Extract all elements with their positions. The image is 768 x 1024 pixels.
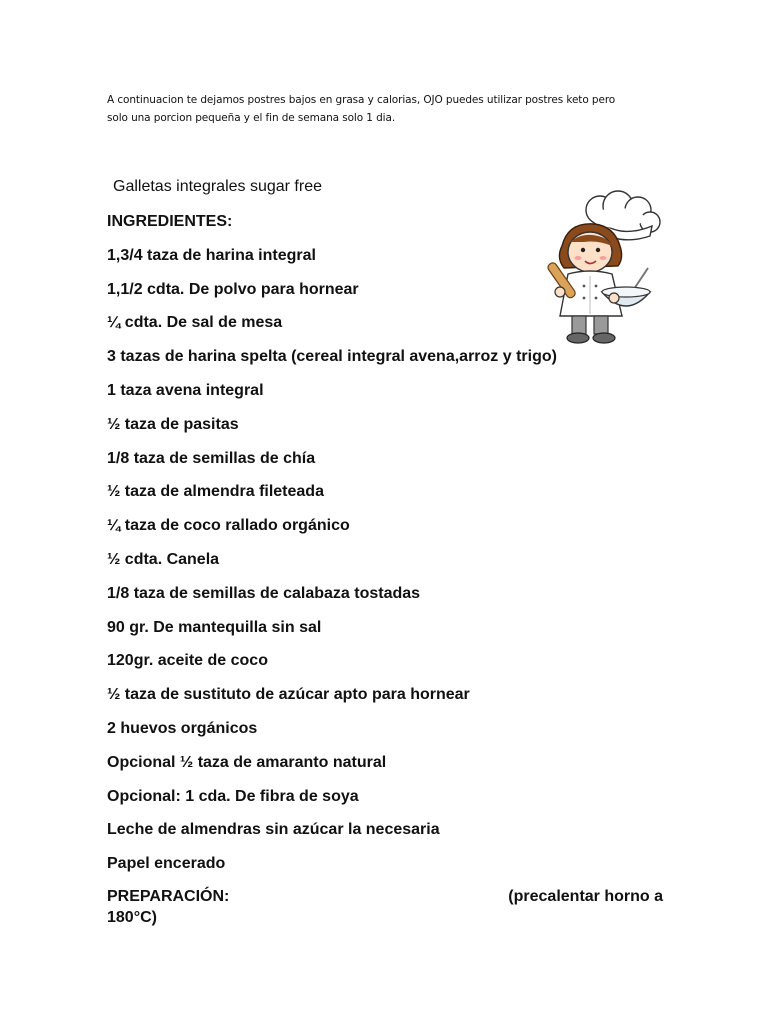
ingredient-line: 120gr. aceite de coco [107,652,268,670]
preheat-note: (precalentar horno a [508,888,663,905]
ingredient-line: ½ taza de almendra fileteada [107,483,324,501]
preparation-heading: PREPARACIÓN: [107,888,230,905]
ingredient-line: ½ cdta. Canela [107,550,220,568]
ingredient-line: 1/8 taza de semillas de chía [107,449,316,467]
chef-illustration [538,188,670,348]
ingredient-line: Leche de almendras sin azúcar la necesaria [107,821,440,839]
ingredients-heading: INGREDIENTES: [107,213,233,230]
intro-paragraph [107,92,687,127]
intro-line: A continuacion te dejamos postres bajos en grasa y calorias, OJO puedes utilizar postres keto pero [107,94,616,106]
ingredient-line: 90 gr. De mantequilla sin sal [107,618,322,636]
ingredient-line: 3 tazas de harina spelta (cereal integral avena,arroz y trigo) [107,348,557,366]
ingredient-line: ½ taza de pasitas [107,415,239,433]
intro-line: solo una porcion pequeña y el fin de semana solo 1 dia. [107,111,396,124]
preparation-section [107,886,663,928]
ingredient-line: 1/8 taza de semillas de calabaza tostadas [107,584,421,602]
ingredient-line: ¼ taza de coco rallado orgánico [107,517,350,535]
ingredient-line: ¼ cdta. De sal de mesa [107,314,283,332]
ingredient-line: Opcional: 1 cda. De fibra de soya [107,787,359,805]
ingredient-line: Papel encerado [107,855,226,873]
preheat-temperature: 180°C) [107,909,157,926]
recipe-title: Galletas integrales sugar free [113,178,322,195]
ingredient-line: ½ taza de sustituto de azúcar apto para hornear [107,686,470,704]
ingredient-line: 1 taza avena integral [107,381,264,399]
ingredient-line: 1,3/4 taza de harina integral [107,246,316,264]
ingredient-line: 1,1/2 cdta. De polvo para hornear [107,280,359,298]
ingredient-line: 2 huevos orgánicos [107,719,258,737]
ingredient-line: Opcional ½ taza de amaranto natural [107,753,387,771]
